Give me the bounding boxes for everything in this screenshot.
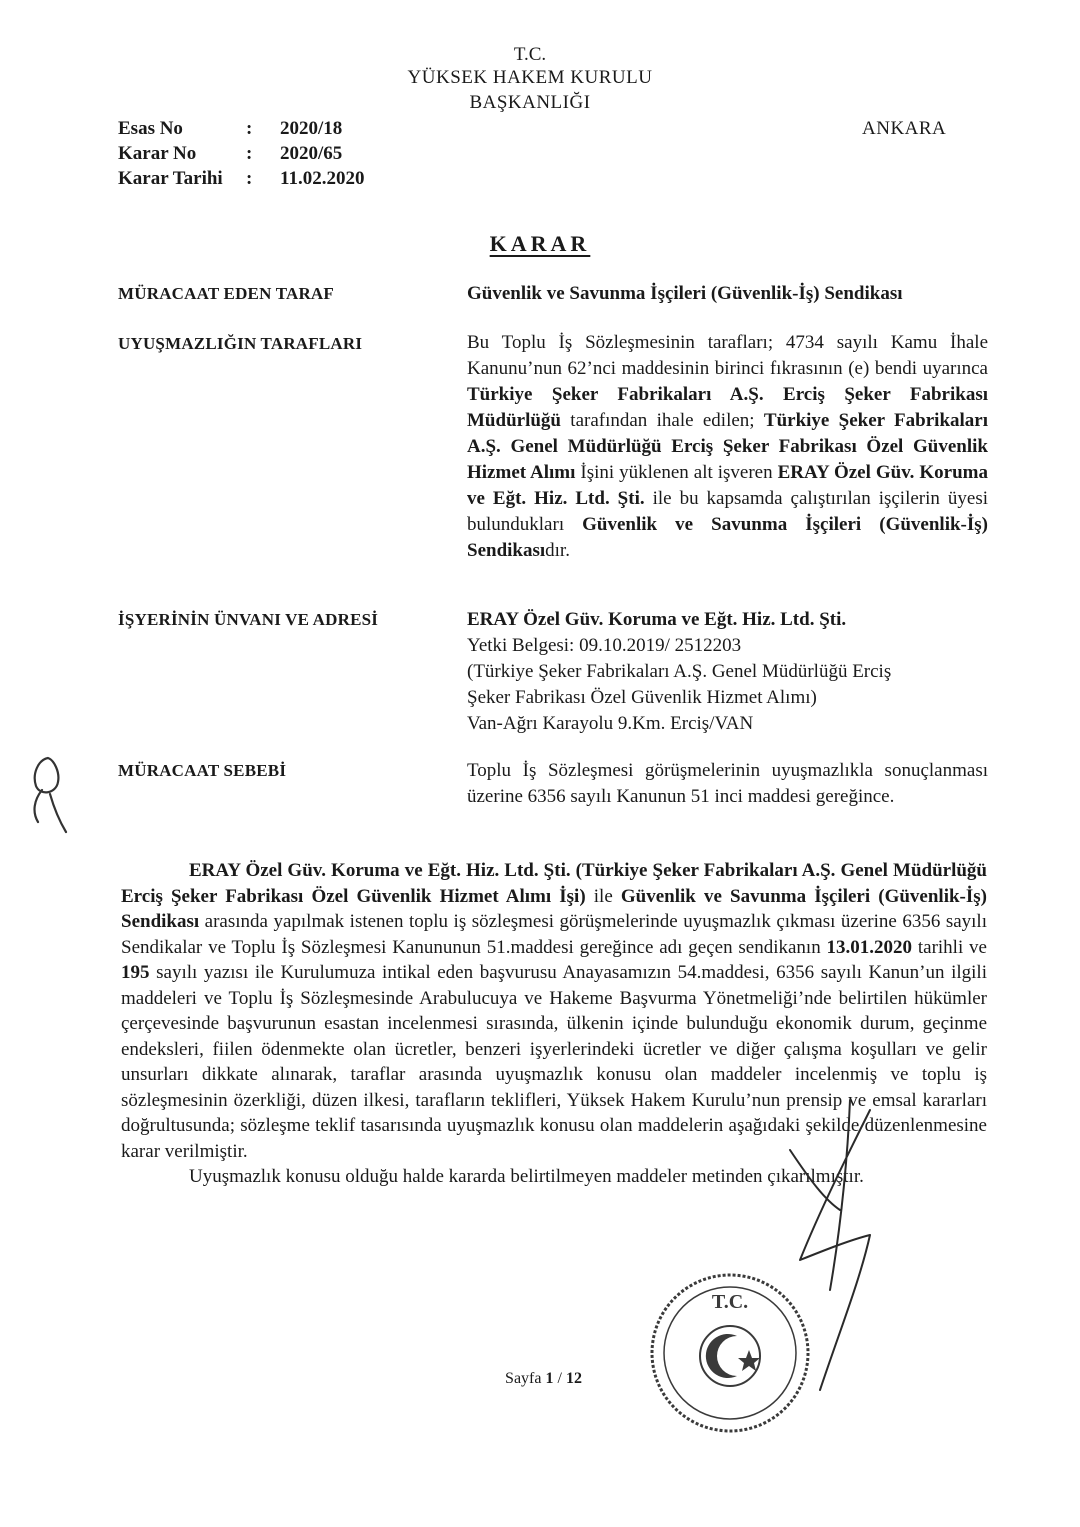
meta-colon: : bbox=[246, 143, 253, 164]
workplace-name: ERAY Özel Güv. Koruma ve Eğt. Hiz. Ltd. Şti. bbox=[467, 609, 847, 630]
header-department: BAŞKANLIĞI bbox=[469, 92, 591, 113]
bold-run: ERAY Özel Güv. Koruma ve Eğt. Hiz. Ltd. Şti. (Türkiye Şeker Fabrikaları A.Ş. Genel Müdürlüğü Erciş Şeker Fabrikası Özel Güvenlik Hizmet Alımı İşi) bbox=[121, 860, 987, 907]
page-separator: / bbox=[553, 1370, 566, 1387]
bold-run: ERAY Özel Güv. Koruma ve Eğt. Hiz. Ltd. Şti. bbox=[467, 462, 989, 509]
meta-label: Karar No bbox=[118, 143, 197, 164]
text-run: ile bu kapsamda çalıştırılan işçilerin üyesi bulundukları bbox=[467, 488, 988, 535]
bold-run: Güvenlik ve Savunma İşçileri (Güvenlik-İş) Sendikası bbox=[467, 514, 988, 561]
meta-colon: : bbox=[246, 118, 253, 139]
bold-run: 195 bbox=[121, 962, 150, 983]
meta-row-tarih bbox=[118, 166, 364, 191]
section-value-workplace bbox=[467, 607, 988, 737]
document-title: KARAR bbox=[489, 231, 591, 256]
page-label: Sayfa bbox=[505, 1370, 542, 1387]
section-label-workplace: İŞYERİNİN ÜNVANI VE ADRESİ bbox=[118, 610, 379, 629]
text-run: ile bbox=[585, 885, 621, 907]
bold-run: Türkiye Şeker Fabrikaları A.Ş. Erciş Şeker Fabrikası Müdürlüğü bbox=[467, 384, 988, 431]
bold-run: 13.01.2020 bbox=[826, 936, 913, 958]
section-label-reason: MÜRACAAT SEBEBİ bbox=[118, 761, 287, 780]
bold-run: Türkiye Şeker Fabrikaları A.Ş. Genel Müdürlüğü Erciş Şeker Fabrikası Özel Güvenlik Hizmet Alımı bbox=[467, 410, 989, 483]
text-run: arasında yapılmak istenen toplu iş sözleşmesi görüşmelerinde uyuşmazlık çıkması üzerine 6356 sayılı Sendikalar ve Toplu İş Sözleşmesi Kanununun 51.maddesi gereğince adı geçen sendikanın bbox=[121, 911, 987, 958]
header-institution: YÜKSEK HAKEM KURULU bbox=[407, 67, 653, 88]
text-run: Bu Toplu İş Sözleşmesinin tarafları; 4734 sayılı Kamu İhale Kanunu’nun 62’nci maddesinin birinci fıkrasının (e) bendi uyarınca bbox=[467, 332, 988, 379]
section-value-reason: Toplu İş Sözleşmesi görüşmelerinin uyuşmazlıkla sonuçlanması üzerine 6356 sayılı Kanunun 51 inci maddesi gereğince. bbox=[467, 760, 988, 807]
body-paragraph-2: Uyuşmazlık konusu olduğu halde kararda belirtilmeyen maddeler metinden çıkarılmıştır. bbox=[189, 1166, 864, 1187]
meta-label: Esas No bbox=[118, 118, 183, 139]
text-run: dır. bbox=[545, 540, 570, 561]
header-tc: T.C. bbox=[513, 44, 547, 65]
workplace-desc-1: (Türkiye Şeker Fabrikaları A.Ş. Genel Müdürlüğü Erciş bbox=[467, 661, 892, 682]
meta-colon: : bbox=[246, 168, 253, 189]
bold-run: Güvenlik ve Savunma İşçileri (Güvenlik-İş) Sendikası bbox=[121, 885, 987, 932]
section-label-applicant: MÜRACAAT EDEN TARAF bbox=[118, 284, 334, 303]
meta-row-esas bbox=[118, 116, 364, 141]
meta-value: 2020/18 bbox=[280, 118, 343, 139]
official-stamp bbox=[645, 1268, 815, 1438]
page-total: 12 bbox=[565, 1370, 582, 1387]
stamp-text: T.C. bbox=[711, 1291, 749, 1313]
case-meta bbox=[118, 116, 364, 191]
workplace-address: Van-Ağrı Karayolu 9.Km. Erciş/VAN bbox=[467, 713, 754, 734]
text-run: tarafından ihale edilen; bbox=[560, 410, 764, 431]
meta-label: Karar Tarihi bbox=[118, 168, 223, 189]
workplace-cert: Yetki Belgesi: 09.10.2019/ 2512203 bbox=[467, 635, 742, 656]
page-footer bbox=[0, 1370, 1080, 1388]
meta-row-karar bbox=[118, 141, 364, 166]
meta-value: 2020/65 bbox=[280, 143, 343, 164]
city: ANKARA bbox=[862, 118, 947, 139]
text-run: sayılı yazısı ile Kurulumuza intikal eden başvurusu Anayasamızın 54.maddesi, 6356 sayılı Kanun’un ilgili maddeleri ve Toplu İş Sözleşmesinde Arabulucuya ve Hakeme Başvurma Yönetmeliği’nde belirtilen hükümler çerçevesinde başvurunun esastan incelenmesi sırasında, ülkenin içinde bulunduğu ekonomik durum, geçinme endeksleri, fiilen ödenmekte olan ücretler, benzeri işyerlerindeki ücretler ve diğer çalışma koşulları ve gelir unsurları dikkate alınarak, taraflar arasında uyuşmazlık konusu olan maddeler incelenmiş ve toplu iş sözleşmesinin özerkliği, düzen ilkesi, tarafların teklifleri, Yüksek Hakem Kurulu’nun prensip ve emsal kararları doğrultusunda; sözleşme teklif tasarısında uyuşmazlık konusu olan maddelerin aşağıdaki şekilde düzenlenmesine karar verilmiştir. bbox=[121, 962, 987, 1162]
margin-handwritten-mark bbox=[20, 750, 80, 840]
section-label-parties: UYUŞMAZLIĞIN TARAFLARI bbox=[118, 334, 363, 353]
workplace-desc-2: Şeker Fabrikası Özel Güvenlik Hizmet Alımı) bbox=[467, 687, 817, 708]
meta-value: 11.02.2020 bbox=[280, 168, 365, 189]
section-value-parties bbox=[467, 330, 988, 564]
section-value-applicant: Güvenlik ve Savunma İşçileri (Güvenlik-İş) Sendikası bbox=[467, 283, 903, 304]
page-current: 1 bbox=[545, 1370, 554, 1387]
text-run: tarihli ve bbox=[912, 936, 987, 958]
text-run: İşini yüklenen alt işveren bbox=[575, 462, 778, 483]
